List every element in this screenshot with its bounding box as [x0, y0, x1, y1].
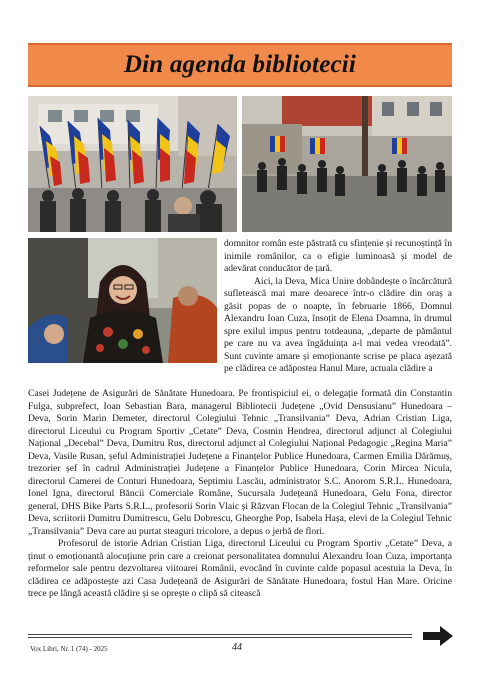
paragraph: Profesorul de istorie Adrian Cristian Liga, directorul Liceului cu Program Sportiv „Cetate” Deva, a ținut o emoționantă alocuțiune prin care a creionat personalitatea domnului Alexandru Ioan Cuza, importanța reformelor sale pentru dezvoltarea viitoarei Românii, evocând în cuvinte calde popasul acestuia la Deva, în clădirea ce adăpostește azi Casa Județeană de Asigurări de Sănătate Hunedoara, fostul Han Mare. Oricine trece pe lângă această clădire și se oprește o clipă să citească	[28, 538, 452, 599]
paragraph: domnitor român este păstrată cu sfințenie și recunoștință în inimile românilor, ca o efigie luminoasă și model de adevărat conducător de țară.	[224, 238, 452, 274]
photo-crowd-courtyard	[242, 96, 452, 232]
page-title: Din agenda bibliotecii	[123, 51, 357, 78]
photo-ceremony-flags	[28, 96, 237, 232]
footer-rule-top	[28, 634, 412, 635]
paragraph: Casei Județene de Asigurări de Sănătate Hunedoara. Pe frontispiciul ei, o delegație formată din Constantin Fulga, subprefect, Ioan Sebastian Bara, managerul Bibliotecii Județene „Ovid Densusianu” Hunedoara – Deva, Sorin Marin Demeter, directorul Colegiului Tehnic „Transilvania” Deva, Adrian Cristian Liga, directorul Liceului cu Program Sportiv „Cetate” Deva, Cosmin Hendrea, directorul adjunct al Colegiului Național „Decebal” Deva, Dumitru Rus, directorul adjunct al Colegiului Național Pedagogic „Regina Maria” Deva, Vasile Rusan, șeful Administrației Județene a Finanțelor Publice Hunedoara, Carmen Emilia Dărămuș, trezorier șef în cadrul Administrației Județene a Finanțelor Publice Hunedoara, Corin Mircea Nicula, directorul Camerei de Conturi Hunedoara, Septimiu Lascău, administrator S.C. Anorom S.R.L. Hunedoara, Ionel Igna, directorul Băncii Comerciale Române, Sucursala Județeană Hunedoara, Gelu Fona, director general, DHS Bike Parts S.R.L., profesorii Sorin Vlaic și Răzvan Flocan de la Colegiul Tehnic „Transilvania” Deva, scriitorii Dumitru Dumitrescu, Gelu Dobrescu, Gheorghe Pop, Isabela Hașa, elevi de la Colegiul Tehnic „Transilvania” Deva care au purtat steaguri tricolore, a depus o jerbă de flori.	[28, 388, 452, 537]
photo-woman-speaker	[28, 238, 217, 363]
footer-rule-bottom	[28, 637, 412, 638]
article-text-right-column	[224, 238, 452, 376]
issue-label: Vox Libri, Nr. 1 (74) - 2025	[30, 645, 108, 653]
page-number: 44	[232, 642, 242, 653]
page-header	[28, 43, 452, 87]
paragraph: Aici, la Deva, Mica Unire dobândește o încărcătură sufletească mai mare deoarece într-o clădire din oraș a găsit popas de o noapte, în februarie 1866, Domnul Alexandru Ioan Cuza, însoțit de Elena Doamna, în drumul spre exilul impus pentru totdeauna, „departe de pământul pe care nu va avea îngăduința a-l mai vedea vreodată”. Sunt cuvinte amare și emoționante scrise pe placa așezată pe clădirea ce adăpostea Hanul Mare, actuala clădire a	[224, 275, 452, 374]
arrow-right-icon[interactable]	[423, 626, 453, 646]
article-text-full-width	[28, 388, 452, 601]
